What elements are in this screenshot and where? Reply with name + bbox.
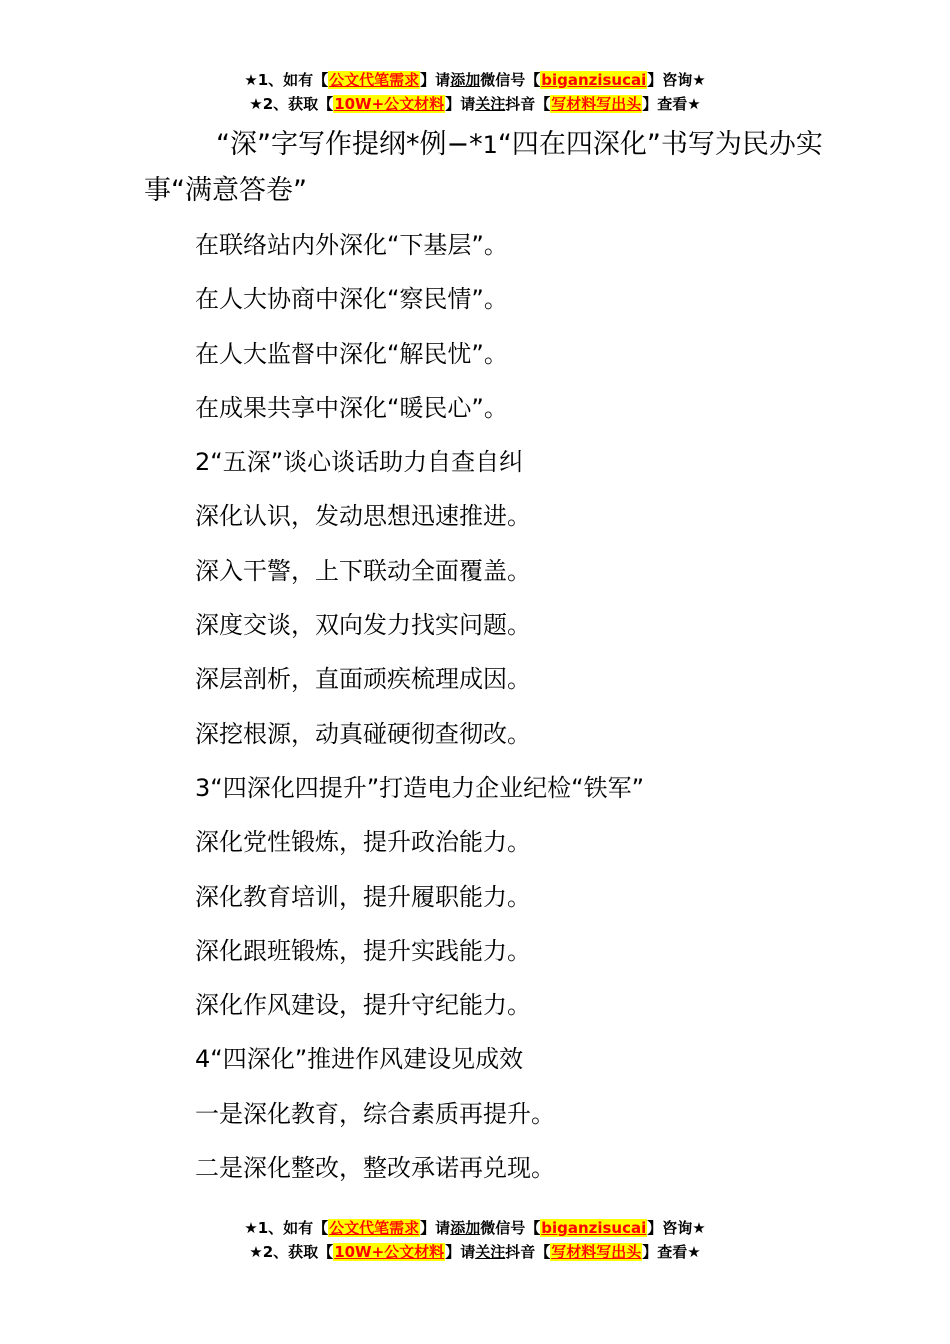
banner-text: 】咨询★ xyxy=(647,1219,706,1237)
banner-highlight: 10W+公文材料 xyxy=(334,1243,445,1261)
title-number: 1 xyxy=(482,131,498,159)
paragraph: 在人大监督中深化“解民忧”。 xyxy=(195,339,508,368)
title-subtitle: “四在四深化”书写为民办实事“满意答卷” xyxy=(144,129,823,206)
banner-text: ★1、如有【 xyxy=(244,71,329,89)
section-heading: 2“五深”谈心谈话助力自查自纠 xyxy=(195,448,524,477)
banner-highlight: 10W+公文材料 xyxy=(334,95,445,113)
banner-line-2 xyxy=(0,1240,950,1264)
paragraph: 二是深化整改，整改承诺再兑现。 xyxy=(195,1154,555,1183)
paragraph: 深入干警，上下联动全面覆盖。 xyxy=(195,556,531,585)
paragraph: 深化教育培训，提升履职能力。 xyxy=(195,882,531,911)
banner-highlight: 写材料写出头 xyxy=(551,1243,642,1261)
banner-line-1 xyxy=(0,1216,950,1240)
banner-highlight: biganzisucai xyxy=(541,71,647,89)
section-heading: 3“四深化四提升”打造电力企业纪检“铁军” xyxy=(195,773,645,802)
banner-line-1 xyxy=(0,68,950,92)
banner-highlight: 公文代笔需求 xyxy=(329,71,420,89)
banner-text: 】咨询★ xyxy=(647,71,706,89)
banner-underlined-text: 关注 xyxy=(475,1243,506,1261)
banner-text: 】查看★ xyxy=(642,95,701,113)
banner-line-2 xyxy=(0,92,950,116)
paragraph: 深化认识，发动思想迅速推进。 xyxy=(195,502,531,531)
banner-text: ★2、获取【 xyxy=(249,95,334,113)
section-heading: 4“四深化”推进作风建设见成效 xyxy=(195,1045,524,1074)
banner-text: 微信号【 xyxy=(480,1219,541,1237)
footer-banner xyxy=(0,1216,950,1264)
banner-text: 】请 xyxy=(420,1219,451,1237)
document-body xyxy=(195,218,835,1195)
banner-text: ★1、如有【 xyxy=(244,1219,329,1237)
paragraph: 在人大协商中深化“察民情”。 xyxy=(195,285,508,314)
header-banner xyxy=(0,68,950,116)
banner-text: 抖音【 xyxy=(505,1243,551,1261)
banner-highlight: 公文代笔需求 xyxy=(329,1219,420,1237)
banner-text: 】请 xyxy=(445,1243,476,1261)
paragraph: 在联络站内外深化“下基层”。 xyxy=(195,231,508,259)
paragraph: 深挖根源，动真碰硬彻查彻改。 xyxy=(195,719,531,748)
banner-text: 微信号【 xyxy=(480,71,541,89)
paragraph: 深度交谈，双向发力找实问题。 xyxy=(195,611,531,640)
banner-text: 抖音【 xyxy=(505,95,551,113)
banner-text: ★2、获取【 xyxy=(249,1243,334,1261)
title-main: “深”字写作提纲*例−* xyxy=(216,129,483,160)
paragraph: 深层剖析，直面顽疾梳理成因。 xyxy=(195,665,531,694)
banner-underlined-text: 添加 xyxy=(450,1219,481,1237)
document-title xyxy=(144,122,824,214)
banner-text: 】请 xyxy=(445,95,476,113)
paragraph: 在成果共享中深化“暖民心”。 xyxy=(195,393,508,422)
banner-text: 】请 xyxy=(420,71,451,89)
banner-underlined-text: 关注 xyxy=(475,95,506,113)
paragraph: 深化跟班锻炼，提升实践能力。 xyxy=(195,936,531,965)
banner-underlined-text: 添加 xyxy=(450,71,481,89)
banner-highlight: biganzisucai xyxy=(541,1219,647,1237)
paragraph: 深化党性锻炼，提升政治能力。 xyxy=(195,828,531,857)
paragraph: 一是深化教育，综合素质再提升。 xyxy=(195,1099,555,1128)
banner-highlight: 写材料写出头 xyxy=(551,95,642,113)
banner-text: 】查看★ xyxy=(642,1243,701,1261)
paragraph: 深化作风建设，提升守纪能力。 xyxy=(195,991,531,1020)
